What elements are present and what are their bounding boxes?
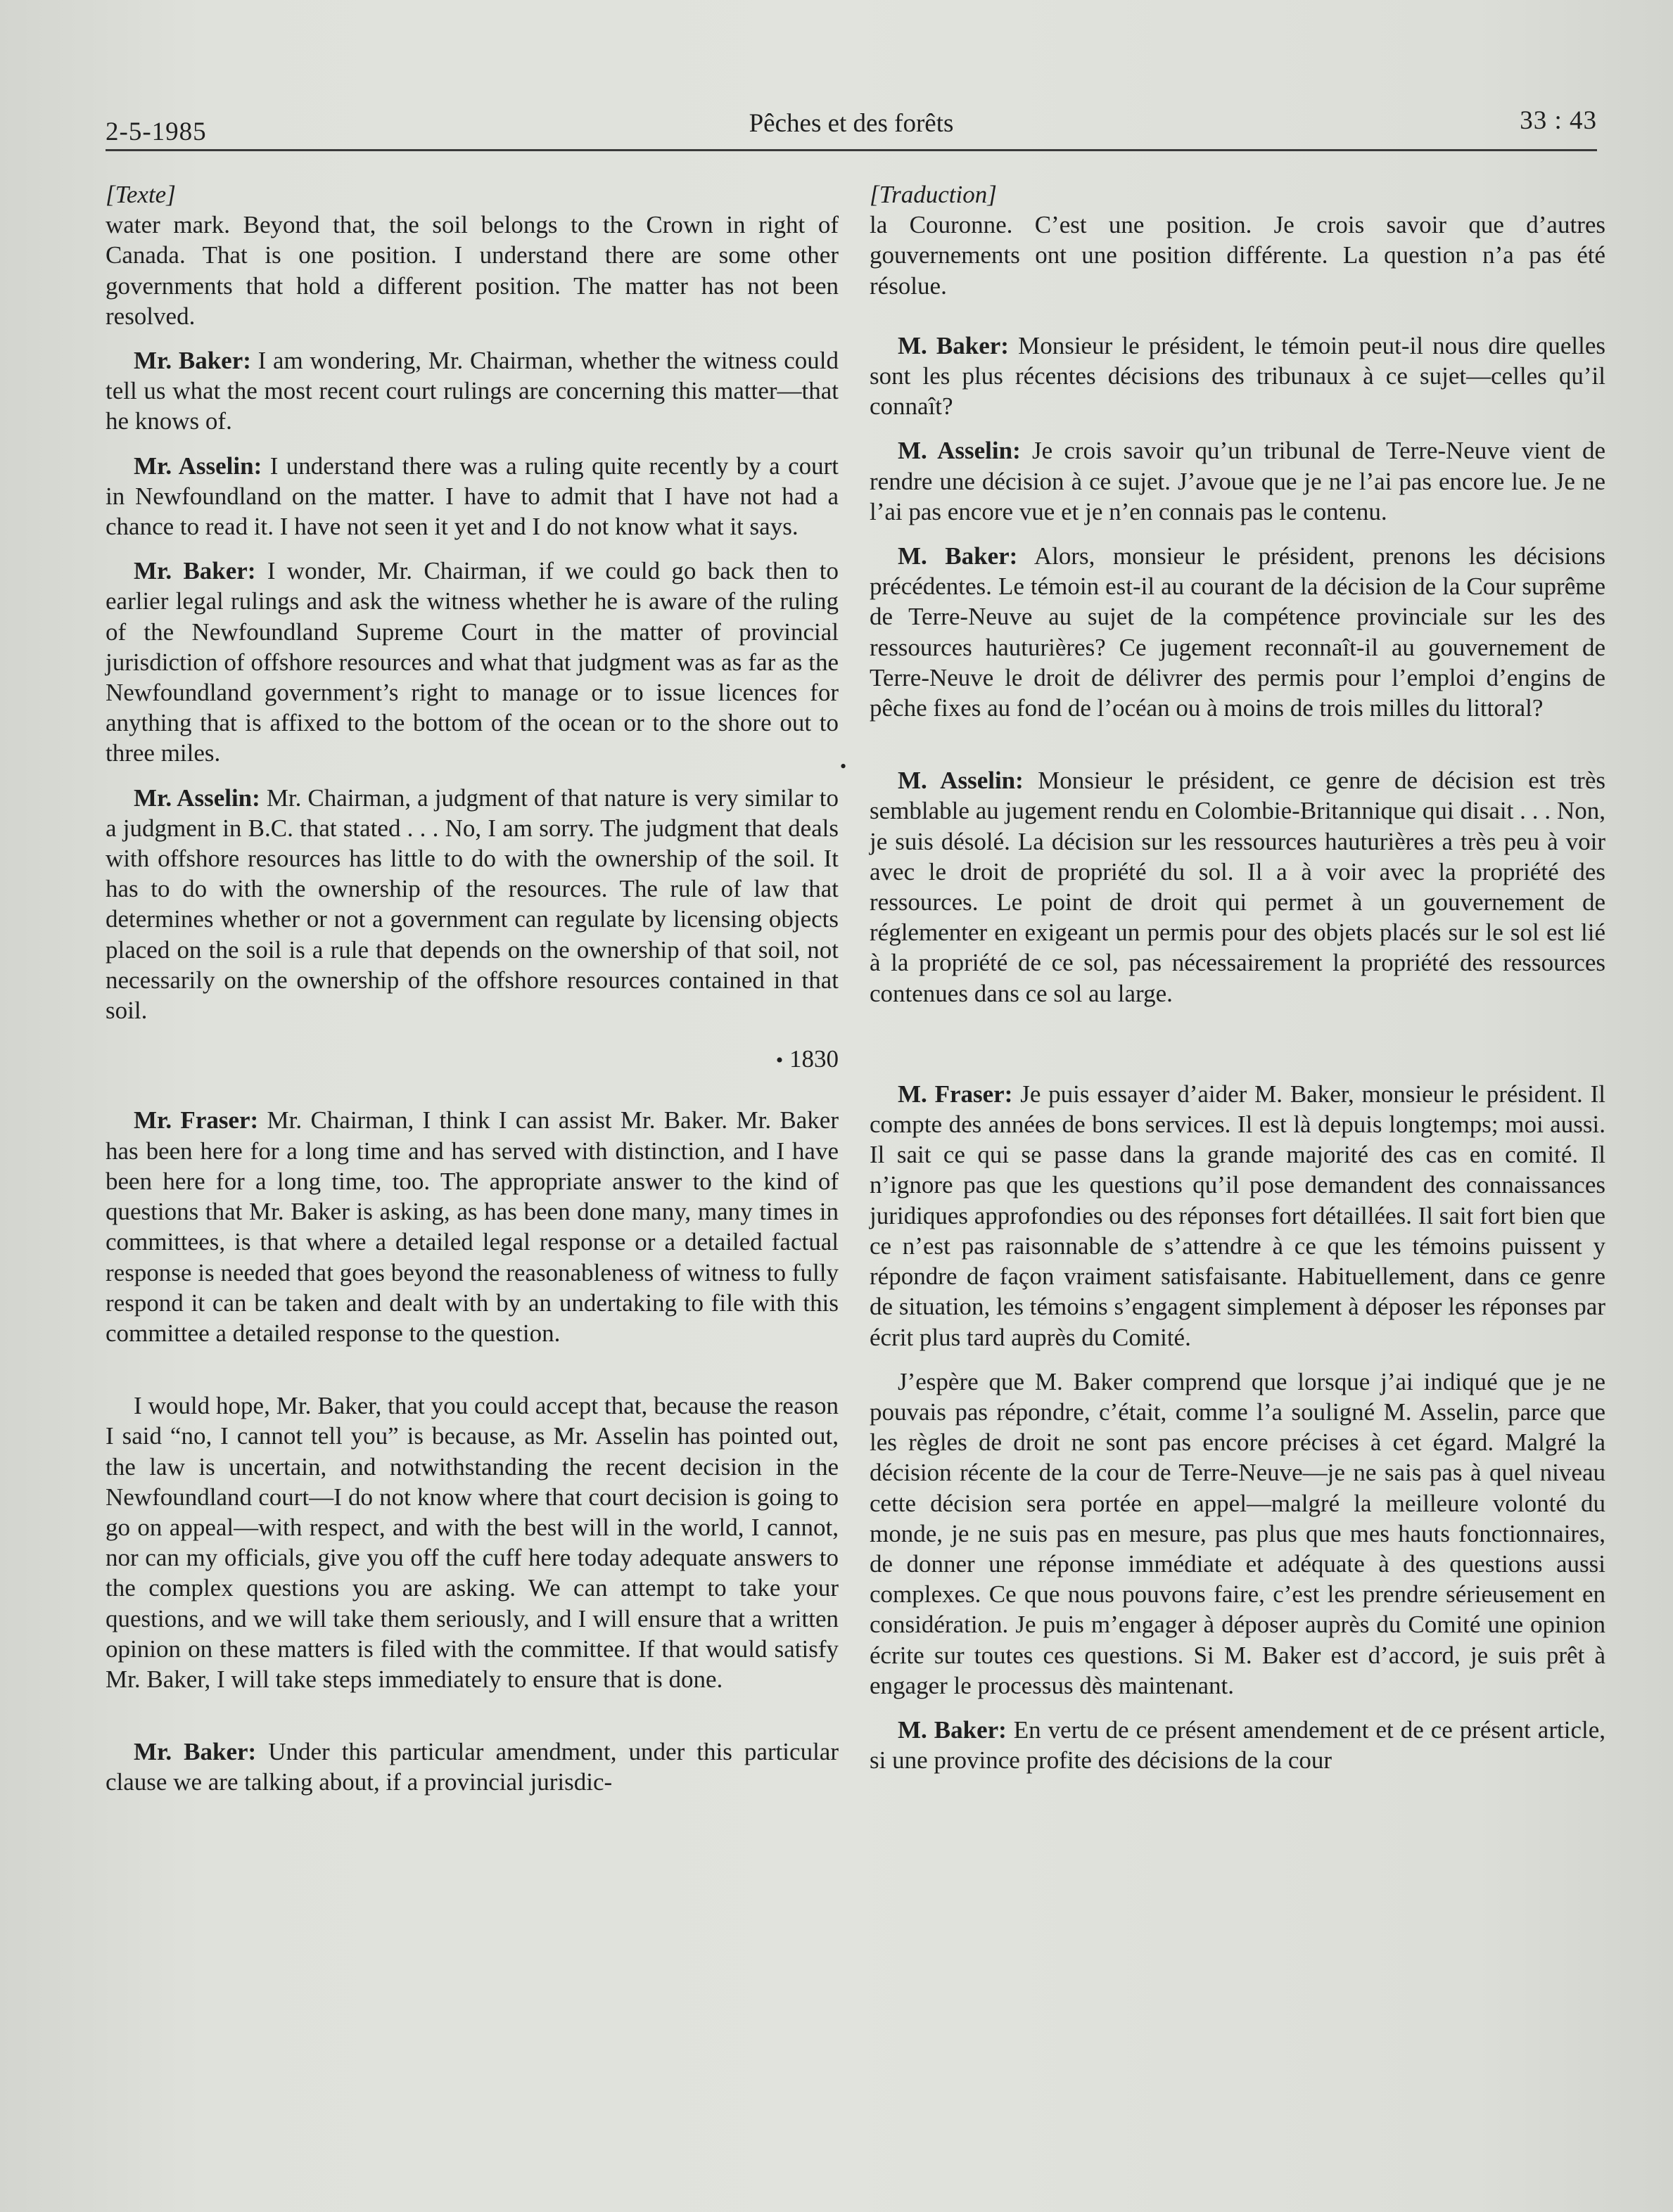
french-column	[870, 179, 1605, 1789]
speech-paragraph	[106, 783, 839, 1026]
speech-text: I understand there was a ruling quite recently by a court in Newfoundland on the matter. I have to admit that I have not had a chance to read it. I have not seen it yet and I do not know what it says.	[106, 452, 839, 541]
speech-text: Alors, monsieur le président, prenons les décisions précédentes. Le témoin est-il au courant de la décision de la Cour suprême de Terre-Neuve au sujet de la compétence provinciale sur les des ressources hauturières? Ce jugement reconnaît-il au gouvernement de Terre-Neuve le droit de délivrer des permis pour l’emploi d’engins de pêche fixes au fond de l’océan ou à moins de trois milles du littoral?	[870, 542, 1605, 722]
speaker-name: Mr. Baker:	[134, 1738, 257, 1766]
speech-paragraph	[870, 435, 1605, 527]
speech-paragraph	[106, 1737, 839, 1797]
spacer	[870, 315, 1605, 331]
margin-bullet-icon: •	[840, 756, 847, 776]
speech-paragraph	[106, 1105, 839, 1348]
speech-text: Je puis essayer d’aider M. Baker, monsieur le président. Il compte des années de bons services. Il est là depuis longtemps; moi aussi. Il sait ce qui se passe dans la grande majorité des cas en comité. Il n’ignore pas que les questions qu’il pose demandent des connaissances juridiques approfondies ou des réponses fort détaillées. Il sait fort bien que ce n’est pas raisonnable de s’attendre à ce que les témoins puissent y répondre de façon vraiment satisfaisante. Habituellement, dans ce genre de situation, les témoins s’engagent simplement à déposer les réponses par écrit plus tard auprès du Comité.	[870, 1080, 1605, 1351]
speaker-name: Mr. Asselin:	[134, 784, 260, 812]
paragraph: I would hope, Mr. Baker, that you could accept that, because the reason I said “no, I cannot tell you” is because, as Mr. Asselin has pointed out, the law is uncertain, and notwithstanding the recent decision in the Newfoundland court—I do not know where that court decision is going to go on appeal—with respect, and with the best will in the world, I cannot, nor can my officials, give you off the cuff here today adequate answers to the complex questions you are asking. We can attempt to take your questions, and we will take them seriously, and I will ensure that a written opinion on these matters is filed with the committee. If that would satisfy Mr. Baker, I will take steps immediately to ensure that is done.	[106, 1392, 839, 1693]
speech-text: Under this particular amendment, under this particular clause we are talking about, if a provincial jurisdic-	[106, 1738, 839, 1796]
paragraph: la Couronne. C’est une position. Je crois savoir que d’autres gouvernements ont une position différente. La question n’a pas été résolue.	[870, 211, 1605, 300]
header-date: 2-5-1985	[106, 117, 207, 146]
spacer	[870, 1023, 1605, 1079]
speech-text: En vertu de ce présent amendement et de ce présent article, si une province profite des décisions de la cour	[870, 1715, 1605, 1775]
header-title: Pêches et des forêts	[749, 109, 954, 138]
english-column	[106, 179, 839, 1812]
speech-paragraph	[870, 765, 1605, 1009]
speech-paragraph	[870, 1715, 1605, 1775]
speaker-name: M. Fraser:	[898, 1080, 1013, 1108]
speech-paragraph	[870, 331, 1605, 422]
spacer	[870, 737, 1605, 765]
speech-text: Je crois savoir qu’un tribunal de Terre-Neuve vient de rendre une décision à ce sujet. J’avoue que je ne l’ai pas encore lue. Je ne l’ai pas encore vue et je n’en connais pas le contenu.	[870, 437, 1605, 525]
speaker-name: M. Baker:	[898, 1715, 1007, 1744]
paragraph: water mark. Beyond that, the soil belongs to the Crown in right of Canada. That is one position. I understand there are some other governments that hold a different position. The matter has not been resolved.	[106, 211, 839, 330]
speech-text: Monsieur le président, ce genre de décision est très semblable au jugement rendu en Colombie-Britannique qui disait . . . Non, je suis désolé. La décision sur les ressources hauturières a très peu à voir avec le droit de propriété du sol. Il a à voir avec la propriété des ressources. Le point de droit qui permet à un gouvernement de réglementer en exigeant un permis pour des objets placés sur le sol est lié à la propriété de ce sol, pas nécessairement la propriété des ressources contenues dans ce sol au large.	[870, 767, 1605, 1007]
speaker-name: Mr. Baker:	[134, 557, 256, 585]
spacer	[106, 1708, 839, 1737]
speech-text: I wonder, Mr. Chairman, if we could go back then to earlier legal rulings and ask the witness whether he is aware of the ruling of the Newfoundland Supreme Court in the matter of provincial jurisdiction of offshore resources and what that judgment was as far as the Newfoundland government’s right to manage or to issue licences for anything that is affixed to the bottom of the ocean or to the shore out to three miles.	[106, 557, 839, 767]
speaker-name: M. Baker:	[898, 331, 1009, 359]
speech-text: Mr. Chairman, a judgment of that nature is very similar to a judgment in B.C. that stated . . . No, I am sorry. The judgment that deals with offshore resources has little to do with the ownership of the soil. It has to do with the ownership of the resources. The rule of law that determines whether or not a government can regulate by licensing objects placed on the soil is a rule that depends on the ownership of that soil, not necessarily on the ownership of the offshore resources contained in that soil.	[106, 784, 839, 1025]
time-marker-text: 1830	[789, 1045, 839, 1073]
speech-text: Monsieur le président, le témoin peut-il nous dire quelles sont les plus récentes décisions des tribunaux à ce sujet—celles qu’il connaît?	[870, 331, 1605, 421]
speaker-name: M. Asselin:	[898, 767, 1024, 795]
speech-paragraph	[106, 556, 839, 768]
language-label: [Texte]	[106, 181, 176, 208]
speaker-name: Mr. Fraser:	[134, 1106, 259, 1134]
speech-paragraph	[106, 345, 839, 437]
speech-text: I am wondering, Mr. Chairman, whether the witness could tell us what the most recent court rulings are concerning this matter—that he knows of.	[106, 347, 839, 435]
language-label: [Traduction]	[870, 181, 997, 208]
bullet-icon: •	[775, 1049, 784, 1073]
speech-text: Mr. Chairman, I think I can assist Mr. Baker. Mr. Baker has been here for a long time and has served with distinction, and I have been here for a long time, too. The appropriate answer to the kind of questions that Mr. Baker is asking, as has been done many, many times in committees, is that where a detailed legal response or a detailed factual response is needed that goes beyond the reasonableness of witness to fully respond it can be taken and dealt with by an undertaking to file with this committee a detailed response to the question.	[106, 1106, 839, 1347]
paragraph: J’espère que M. Baker comprend que lorsque j’ai indiqué que je ne pouvais pas répondre, c’était, comme l’a souligné M. Asselin, parce que les règles de droit ne sont pas encore précises à cet égard. Malgré la décision récente de la cour de Terre-Neuve—je ne sais pas à quel niveau cette décision sera portée en appel—malgré la meilleure volonté du monde, je ne suis pas en mesure, pas plus que mes hauts fonctionnaires, de donner une réponse immédiate et adéquate à des questions aussi complexes. Ce que nous pouvons faire, c’est les prendre sérieusement en considération. Je puis m’engager à déposer auprès du Comité une opinion écrite sur toutes ces questions. Si M. Baker est d’accord, je suis prêt à engager le processus dès maintenant.	[870, 1367, 1605, 1699]
speech-paragraph	[106, 451, 839, 542]
speaker-name: M. Asselin:	[898, 437, 1021, 465]
speech-paragraph	[870, 1079, 1605, 1353]
speaker-name: M. Baker:	[898, 542, 1018, 570]
speaker-name: Mr. Baker:	[134, 347, 251, 375]
speaker-name: Mr. Asselin:	[134, 452, 262, 480]
speech-paragraph	[870, 541, 1605, 723]
header-page-number: 33 : 43	[1520, 106, 1597, 135]
time-marker	[106, 1044, 839, 1075]
spacer	[106, 1362, 839, 1391]
page-header	[106, 106, 1597, 151]
